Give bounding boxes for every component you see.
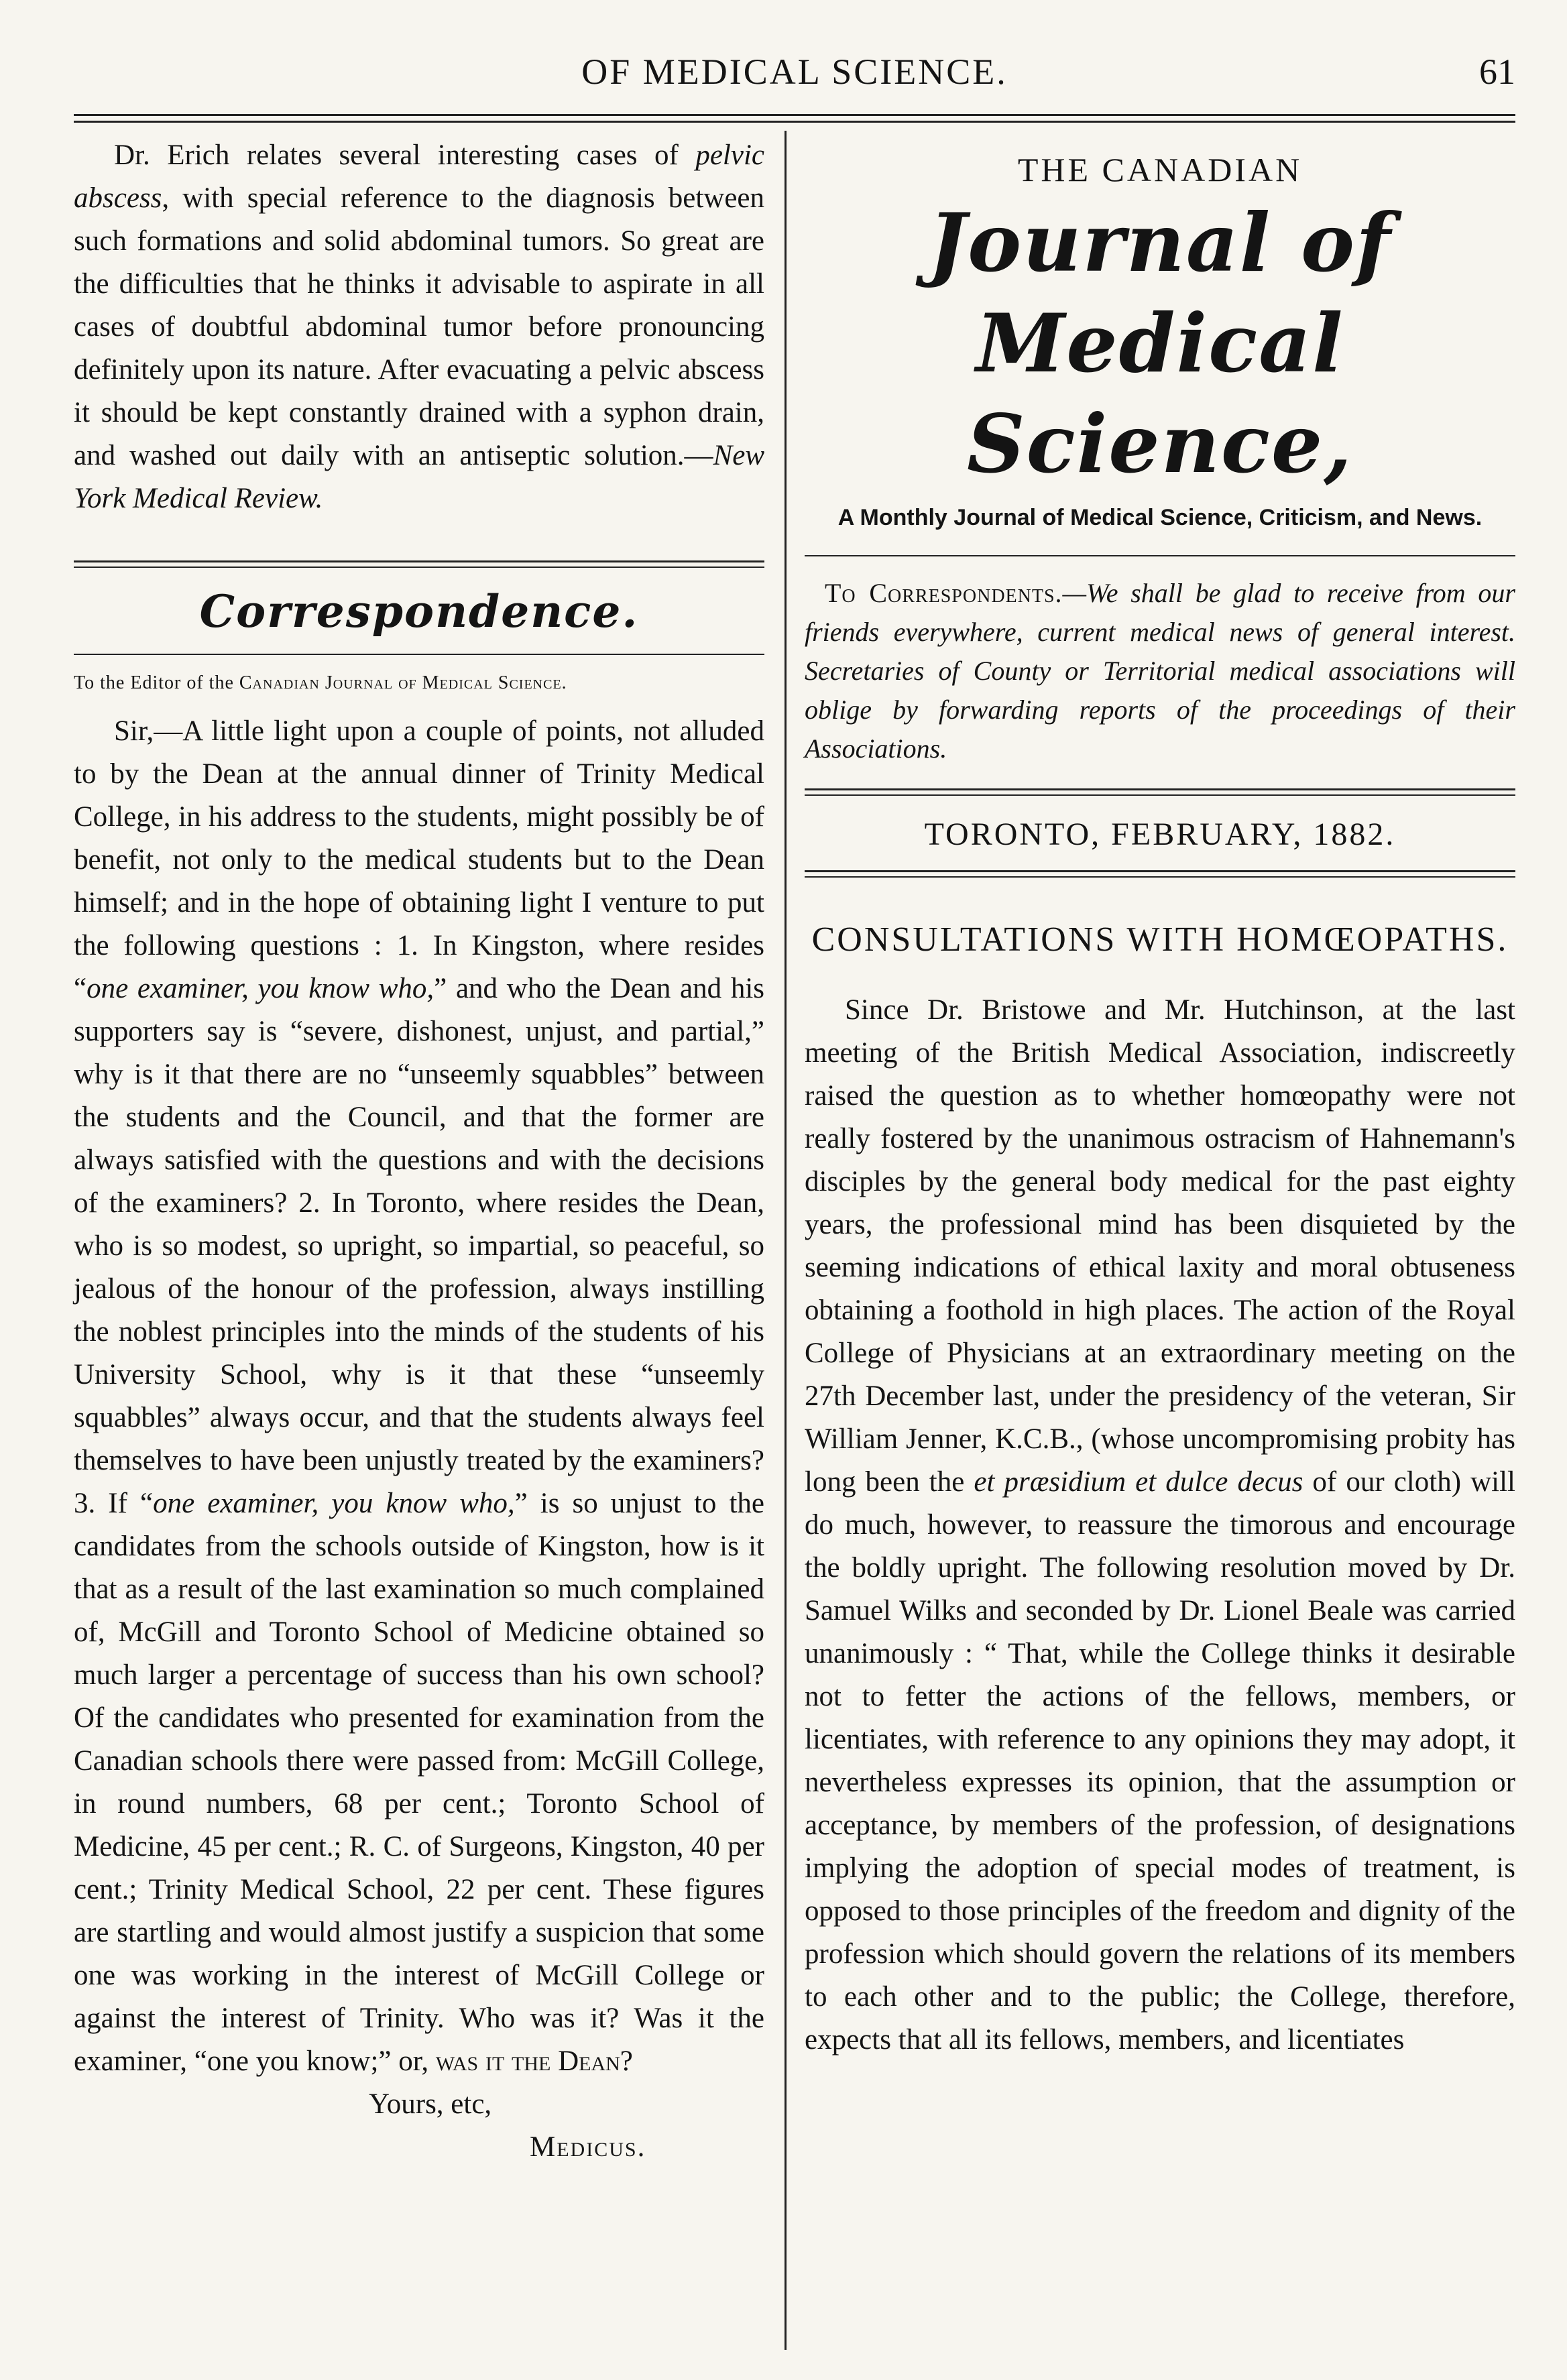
letter-body: Sir,—A little light upon a couple of points, not alluded to by the Dean at the annual dinner of Trinity Medical College, in his address to the students, might possibly be of benefit, not only to the medical students but to the Dean himself; and in the hope of obtaining light I venture to put the following questions : 1. In Kingston, where resides “one examiner, you know who,” and who the Dean and his supporters say is “severe, dishonest, unjust, and partial,” why is it that there are no “unseemly squabbles” between the students and the Council, and that the former are always satisfied with the questions and with the decisions of the examiners? 2. In Toronto, where resides the Dean, who is so modest, so upright, so impartial, so peaceful, so jealous of the honour of the profession, always instilling the noblest principles into the minds of the students of his University School, why is it that these “unseemly squabbles” always occur, and that the students always feel themselves to have been unjustly treated by the examiners? 3. If “one examiner, you know who,” is so unjust to the candidates from the schools outside of Kingston, how is it that as a result of the last examination so much complained of, McGill and Toronto School of Medicine obtained so much larger a percentage of success than his own school? Of the candidates who presented for examination from the Canadian schools there were passed from: McGill College, in round numbers, 68 per cent.; Toronto School of Medicine, 45 per cent.; R. C. of Surgeons, Kingston, 40 per cent.; Trinity Medical School, 22 per cent. These figures are startling and would almost justify a suspicion that some one was working in the interest of McGill College or against the interest of Trinity. Who was it? Was it the examiner, “one you know;” or, was it the Dean? (74, 715, 765, 2077)
header-rule-second (74, 121, 1515, 123)
column-divider (785, 131, 787, 2350)
correspondence-heading: Correspondence. (199, 585, 639, 638)
masthead-title: Journal of Medical Science, (928, 196, 1392, 491)
date-rule-second (805, 876, 1515, 878)
masthead-subtitle: A Monthly Journal of Medical Science, Criticism, and News. (837, 505, 1483, 530)
running-head (74, 46, 1515, 106)
to-correspondents-notice: To Correspondents.—We shall be glad to receive from our friends everywhere, current medical news of general interest. Secretaries of County or Territorial medical associations will oblige by forwarding reports of the proceedings of their Associations. (805, 578, 1515, 764)
date-rule (805, 870, 1515, 872)
section-rule-second (74, 567, 764, 568)
header-rule (74, 114, 1515, 116)
editor-address: To the Editor of the Canadian Journal of Medical Science. (74, 672, 567, 693)
letter-signature: Medicus. (530, 2131, 646, 2163)
left-column (74, 134, 764, 2169)
masthead-rule (805, 555, 1515, 556)
masthead-pre: THE CANADIAN (1017, 151, 1303, 188)
running-title: OF MEDICAL SCIENCE. (581, 52, 1008, 92)
page-number: 61 (1479, 52, 1515, 92)
notice-rule-second (805, 794, 1515, 796)
article-title: CONSULTATIONS WITH HOMŒOPATHS. (811, 920, 1509, 959)
letter-closing: Yours, etc, (369, 2088, 492, 2120)
section-rule (74, 560, 764, 562)
notice-rule (805, 788, 1515, 790)
right-column (805, 134, 1515, 2062)
heading-rule (74, 654, 764, 655)
erich-paragraph: Dr. Erich relates several interesting cases of pelvic abscess, with special reference to the diagnosis between such formations and solid abdominal tumors. So great are the difficulties that he thinks it advisable to aspirate in all cases of doubtful abdominal tumor before pronouncing definitely upon its nature. After evacuating a pelvic abscess it should be kept constantly drained with a syphon drain, and washed out daily with an antiseptic solution.—New York Medical Review. (74, 139, 764, 514)
issue-date: TORONTO, FEBRUARY, 1882. (924, 817, 1396, 852)
article-body: Since Dr. Bristowe and Mr. Hutchinson, at the last meeting of the British Medical Association, indiscreetly raised the question as to whether homœopathy were not really fostered by the unanimous ostracism of Hahnemann's disciples by the general body medical for the past eighty years, the professional mind has been disquieted by the seeming indications of ethical laxity and moral obtuseness obtaining a foothold in high places. The action of the Royal College of Physicians at an extraordinary meeting on the 27th December last, under the presidency of the veteran, Sir William Jenner, K.C.B., (whose uncompromising probity has long been the et præsidium et dulce decus of our cloth) will do much, however, to reassure the timorous and encourage the boldly upright. The following resolution moved by Dr. Samuel Wilks and seconded by Dr. Lionel Beale was carried unanimously : “ That, while the College thinks it desirable not to fetter the actions of the fellows, members, or licentiates, with reference to any opinions they may adopt, it nevertheless expresses its opinion, that the assumption or acceptance, by members of the profession, of designations implying the adoption of special modes of treatment, is opposed to those principles of the freedom and dignity of the profession which should govern the relations of its members to each other and to the public; the College, therefore, expects that all its fellows, members, and licentiates (805, 994, 1515, 2056)
